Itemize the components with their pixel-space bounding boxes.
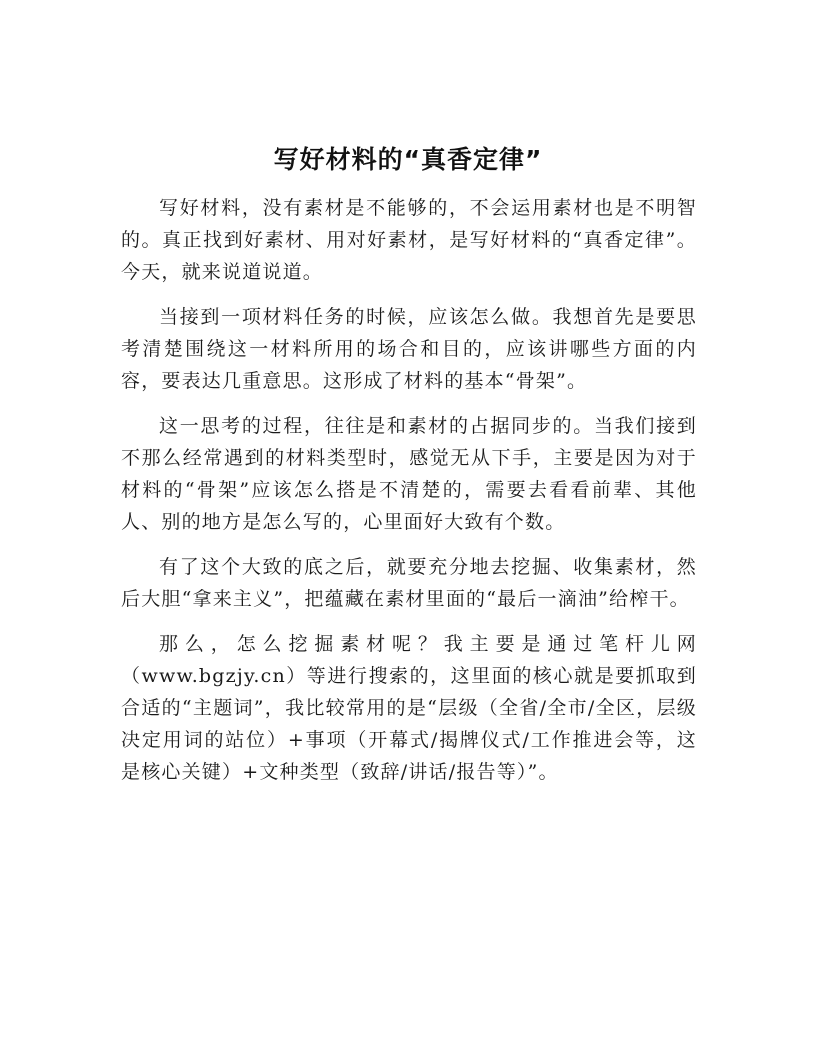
paragraph-2: 当接到一项材料任务的时候，应该怎么做。我想首先是要思考清楚围绕这一材料所用的场合和目的，应该讲哪些方面的内容，要表达几重意思。这形成了材料的基本“骨架”。 [121,306,697,392]
paragraph-5: 那么，怎么挖掘素材呢？我主要是通过笔杆儿网（www.bgzjy.cn）等进行搜索的，这里面的核心就是要抓取到合适的“主题词”，我比较常用的是“层级（全省/全市/全区，层级决定用词的站位）+事项（开幕式/揭牌仪式/工作推进会等，这是核心关键）+文种类型（致辞/讲话/报告等）”。 [121,633,697,783]
document-title: 写好材料的“真香定律” [273,145,543,174]
paragraph-4: 有了这个大致的底之后，就要充分地去挖掘、收集素材，然后大胆“拿来主义”，把蕴藏在素材里面的“最后一滴油”给榨干。 [121,556,697,610]
document-body [121,192,697,801]
paragraph-3: 这一思考的过程，往往是和素材的占据同步的。当我们接到不那么经常遇到的材料类型时，感觉无从下手，主要是因为对于材料的“骨架”应该怎么搭是不清楚的，需要去看看前辈、其他人、别的地方是怎么写的，心里面好大致有个数。 [121,415,697,533]
paragraph-1: 写好材料，没有素材是不能够的，不会运用素材也是不明智的。真正找到好素材、用对好素材，是写好材料的“真香定律”。今天，就来说道说道。 [121,197,697,283]
